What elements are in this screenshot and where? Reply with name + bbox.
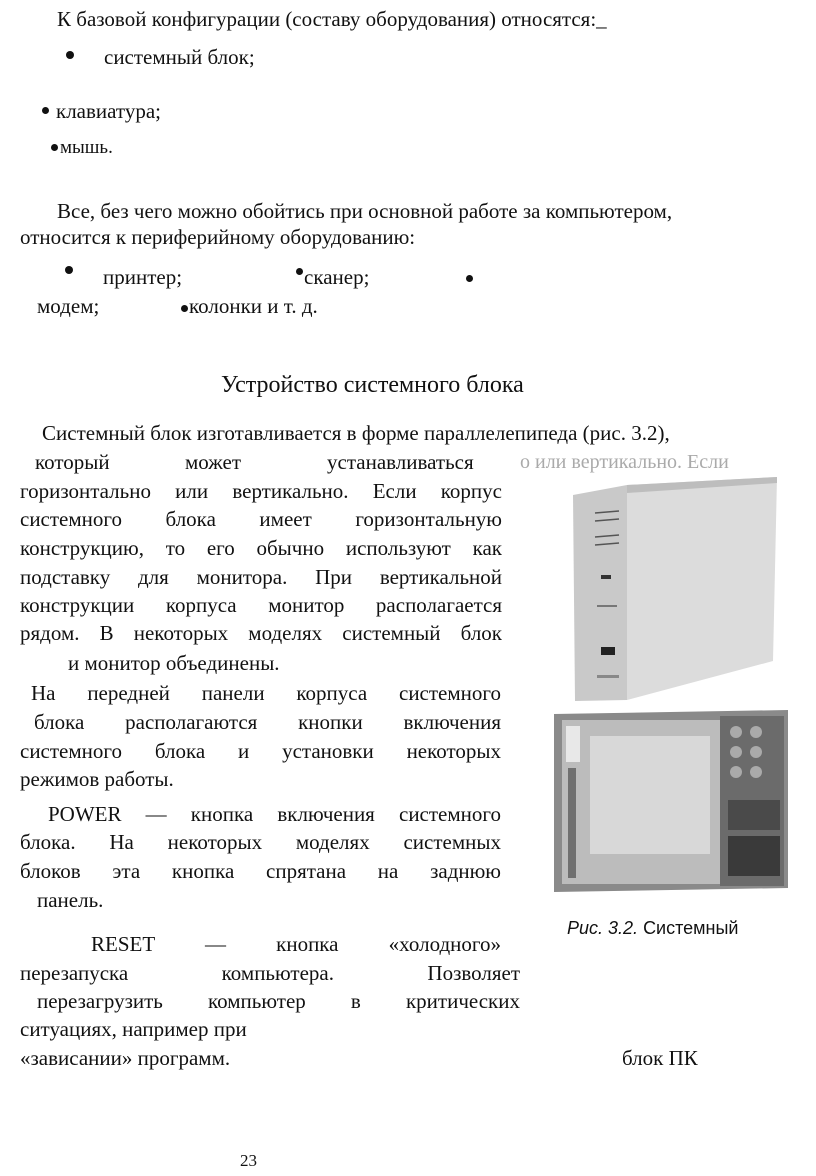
bullet-icon [181, 305, 188, 312]
paragraph-4-line-1: RESET — кнопка «холодного» [91, 932, 501, 956]
peripheral-item-speakers: колонки и т. д. [189, 294, 318, 318]
figure-caption-label: Рис. 3.2. [567, 918, 639, 938]
paragraph-3-line-2: блока. На некоторых моделях системных [20, 830, 501, 854]
section-heading: Устройство системного блока [221, 372, 524, 398]
paragraph-3-line-1: POWER — кнопка включения системного [48, 802, 501, 826]
page-number: 23 [240, 1151, 257, 1170]
bullet-icon [51, 144, 58, 151]
paragraph-2-line-2: блока располагаются кнопки включения [34, 710, 501, 734]
paragraph-2-line-1: На передней панели корпуса системного [31, 681, 501, 705]
bullet-icon [466, 275, 473, 282]
paragraph-1-line-5: конструкцию, то его обычно используют как [20, 536, 502, 560]
figure-caption [567, 915, 738, 941]
figure-caption-text: Системный [643, 918, 739, 938]
peripheral-line-1: Все, без чего можно обойтись при основной работе за компьютером, [57, 199, 673, 223]
paragraph-1-line-4: системного блока имеет горизонтальную [20, 507, 502, 531]
bullet-icon [66, 51, 74, 59]
paragraph-4-line-4: ситуациях, например при [20, 1017, 247, 1041]
paragraph-3-line-4: панель. [37, 888, 104, 912]
paragraph-2-line-4: режимов работы. [20, 767, 174, 791]
paragraph-1-word-1: который [35, 450, 110, 474]
paragraph-2-line-3: системного блока и установки некоторых [20, 739, 501, 763]
bullet-icon [296, 268, 303, 275]
paragraph-4-line-5: «зависании» программ. [20, 1046, 231, 1070]
figure-caption-continuation: блок ПК [622, 1046, 698, 1070]
paragraph-1-line-1: Системный блок изготавливается в форме параллелепипеда (рис. 3.2), [42, 421, 670, 445]
paragraph-1-line-7: конструкции корпуса монитор располагается [20, 593, 502, 617]
paragraph-3-line-3: блоков эта кнопка спрятана на заднюю [20, 859, 501, 883]
paragraph-1-ghost-text: о или вертикально. Если [520, 451, 729, 473]
paragraph-1-line-3: горизонтально или вертикально. Если корпус [20, 479, 502, 503]
paragraph-1-word-2: может [185, 450, 241, 474]
paragraph-1-line-8: рядом. В некоторых моделях системный блок [20, 621, 502, 645]
bullet-icon [42, 107, 49, 114]
system-unit-interior-photo [550, 708, 792, 894]
paragraph-4-line-2: перезапуска компьютера. Позволяет [20, 961, 520, 985]
bullet-icon [65, 266, 73, 274]
paragraph-4-line-3: перезагрузить компьютер в критических [37, 989, 520, 1013]
system-unit-photo [565, 475, 790, 705]
peripheral-item-modem: модем; [37, 294, 100, 318]
peripheral-item-printer: принтер; [103, 265, 183, 289]
peripheral-item-scanner: сканер; [304, 265, 370, 289]
paragraph-1-word-3: устанавливаться [327, 450, 474, 474]
paragraph-1-line-6: подставку для монитора. При вертикальной [20, 565, 502, 589]
peripheral-line-2: относится к периферийному оборудованию: [20, 225, 416, 249]
paragraph-1-line-9: и монитор объединены. [68, 651, 280, 675]
base-item-keyboard: клавиатура; [56, 99, 161, 123]
base-item-mouse: мышь. [60, 137, 113, 158]
base-config-text: К базовой конфигурации (составу оборудования) относятся:_ [57, 7, 607, 31]
base-item-system-unit: системный блок; [104, 45, 255, 69]
